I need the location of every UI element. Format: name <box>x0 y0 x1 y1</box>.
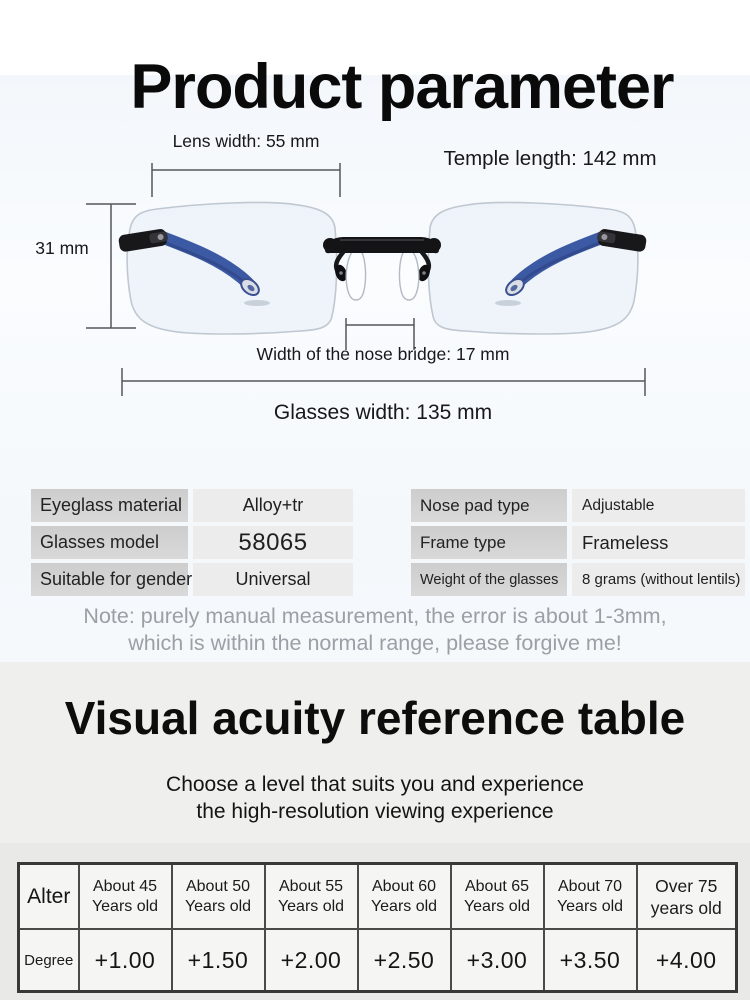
table-corner-header: Alter <box>19 864 79 930</box>
acuity-reference-table <box>17 862 738 993</box>
note-line-2: which is within the normal range, please forgive me! <box>128 631 622 655</box>
degree-value: +2.50 <box>358 929 451 992</box>
temple-length-label: Temple length: 142 mm <box>443 147 657 170</box>
degree-value: +3.00 <box>451 929 544 992</box>
lens-width-label: Lens width: 55 mm <box>172 131 320 151</box>
glasses-width-label: Glasses width: 135 mm <box>273 401 493 424</box>
age-header: About 65 Years old <box>451 864 544 930</box>
spec-label: Nose pad type <box>411 489 567 522</box>
subtitle-line-1: Choose a level that suits you and experience <box>166 773 584 796</box>
nose-bridge-width-label: Width of the nose bridge: 17 mm <box>256 344 510 364</box>
degree-row-label: Degree <box>19 929 79 992</box>
spec-table-right <box>411 489 745 596</box>
measurement-note <box>0 603 750 657</box>
spec-value: Universal <box>193 563 353 596</box>
degree-value: +2.00 <box>265 929 358 992</box>
subtitle-line-2: the high-resolution viewing experience <box>196 799 554 823</box>
age-header: About 50 Years old <box>172 864 265 930</box>
spec-value: Alloy+tr <box>193 489 353 522</box>
spec-label: Suitable for gender <box>31 563 188 596</box>
acuity-section-subtitle <box>0 772 750 825</box>
spec-table-left <box>31 489 353 596</box>
spec-label: Weight of the glasses <box>411 563 567 596</box>
note-line-1: Note: purely manual measurement, the error is about 1-3mm, <box>83 604 667 628</box>
degree-value: +3.50 <box>544 929 637 992</box>
age-header: About 45 Years old <box>79 864 172 930</box>
age-header: About 70 Years old <box>544 864 637 930</box>
spec-value: 58065 <box>193 526 353 559</box>
spec-value: 8 grams (without lentils) <box>572 563 745 596</box>
spec-label: Glasses model <box>31 526 188 559</box>
spec-label: Frame type <box>411 526 567 559</box>
spec-label: Eyeglass material <box>31 489 188 522</box>
age-header: Over 75 years old <box>637 864 737 930</box>
lens-height-label: 31 mm <box>35 238 89 258</box>
age-header: About 55 Years old <box>265 864 358 930</box>
degree-value: +1.50 <box>172 929 265 992</box>
degree-value: +1.00 <box>79 929 172 992</box>
acuity-section-title: Visual acuity reference table <box>64 692 686 744</box>
page-title: Product parameter <box>130 52 674 123</box>
spec-value: Adjustable <box>572 489 745 522</box>
glasses-diagram <box>0 0 750 460</box>
age-header: About 60 Years old <box>358 864 451 930</box>
spec-value: Frameless <box>572 526 745 559</box>
degree-value: +4.00 <box>637 929 737 992</box>
